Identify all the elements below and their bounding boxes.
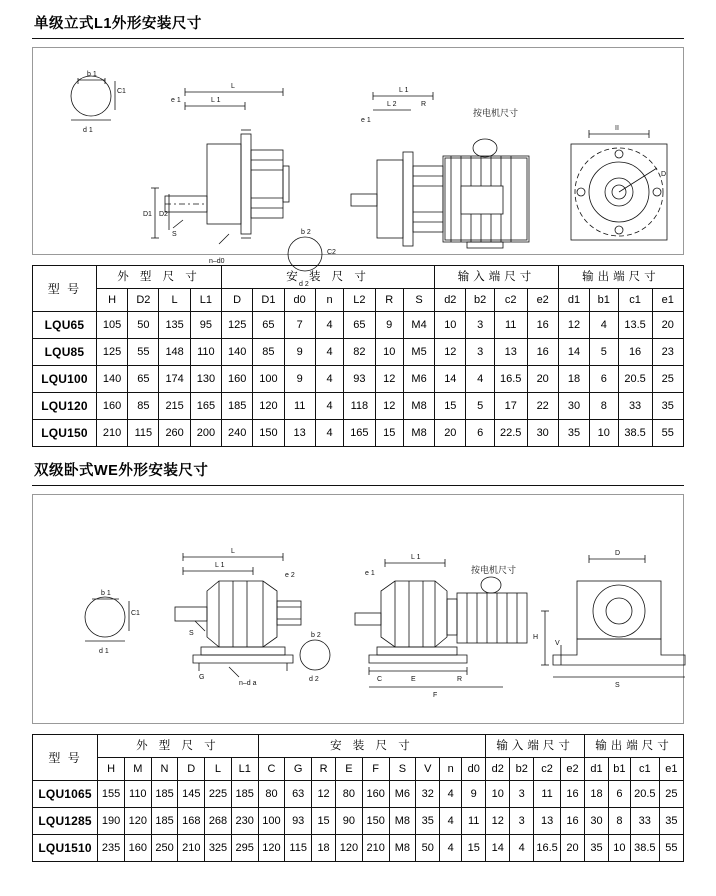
svg-text:d 2: d 2 — [309, 676, 319, 683]
svg-text:L 1: L 1 — [411, 554, 421, 561]
cell: M8 — [403, 420, 434, 447]
th-group-output: 输出端尺寸 — [558, 266, 683, 289]
title-rule-2 — [32, 485, 684, 486]
cell: 150 — [362, 808, 389, 835]
th-col-n: n — [440, 758, 462, 781]
cell: 3 — [510, 781, 534, 808]
svg-text:e 2: e 2 — [285, 572, 295, 579]
cell: 35 — [416, 808, 440, 835]
cell: 10 — [486, 781, 510, 808]
cell: 100 — [258, 808, 285, 835]
svg-text:F: F — [433, 692, 438, 699]
cell-model: LQU65 — [33, 312, 97, 339]
svg-text:e 1: e 1 — [361, 117, 371, 124]
th-group-input: 输入端尺寸 — [435, 266, 559, 289]
cell: 4 — [315, 339, 343, 366]
cell: 10 — [608, 835, 630, 862]
svg-text:L 1: L 1 — [215, 562, 225, 569]
cell: 12 — [375, 366, 403, 393]
svg-text:E: E — [411, 676, 416, 683]
th-group-install: 安 装 尺 寸 — [258, 735, 486, 758]
cell: 125 — [96, 339, 127, 366]
th-col-b1: b1 — [590, 289, 618, 312]
cell: 185 — [151, 808, 178, 835]
cell: 16 — [527, 339, 558, 366]
svg-text:R: R — [457, 676, 463, 683]
th-col-L1: L1 — [190, 289, 221, 312]
table-header-group-row — [33, 735, 684, 758]
cell: 16 — [560, 808, 584, 835]
cell: 17 — [494, 393, 527, 420]
cell: 15 — [462, 835, 486, 862]
th-col-e1: e1 — [659, 758, 683, 781]
th-col-e2: e2 — [560, 758, 584, 781]
th-col-C: C — [258, 758, 285, 781]
cell: 12 — [435, 339, 466, 366]
cell: 14 — [486, 835, 510, 862]
cell: 35 — [659, 808, 683, 835]
cell: 6 — [608, 781, 630, 808]
svg-text:b 1: b 1 — [101, 590, 111, 597]
th-col-E: E — [336, 758, 363, 781]
svg-text:d 1: d 1 — [99, 648, 109, 655]
cell: 10 — [590, 420, 618, 447]
cell: 30 — [558, 393, 589, 420]
th-col-d0: d0 — [284, 289, 315, 312]
cell: 80 — [336, 781, 363, 808]
cell: 268 — [205, 808, 232, 835]
cell: 4 — [510, 835, 534, 862]
figure-2-drawing — [33, 495, 683, 723]
figure-horizontal-WE — [32, 494, 684, 724]
th-col-S: S — [389, 758, 416, 781]
cell: 25 — [659, 781, 683, 808]
cell: 140 — [222, 339, 253, 366]
cell: 16.5 — [534, 835, 561, 862]
table-row — [33, 312, 684, 339]
svg-text:C1: C1 — [131, 610, 140, 617]
th-group-input: 输入端尺寸 — [486, 735, 585, 758]
th-col-N: N — [151, 758, 178, 781]
cell: 185 — [222, 393, 253, 420]
cell: 8 — [608, 808, 630, 835]
cell: 63 — [285, 781, 312, 808]
cell: 82 — [344, 339, 375, 366]
cell: 12 — [312, 781, 336, 808]
cell: 115 — [285, 835, 312, 862]
svg-text:L: L — [231, 83, 235, 90]
cell: 11 — [284, 393, 315, 420]
th-group-outer: 外 型 尺 寸 — [96, 266, 221, 289]
cell: 4 — [440, 781, 462, 808]
cell: 6 — [466, 420, 494, 447]
cell: 12 — [375, 393, 403, 420]
th-col-G: G — [285, 758, 312, 781]
th-col-V: V — [416, 758, 440, 781]
th-col-b1: b1 — [608, 758, 630, 781]
svg-text:H: H — [533, 634, 539, 641]
cell: 90 — [336, 808, 363, 835]
cell: 7 — [284, 312, 315, 339]
svg-text:V: V — [555, 640, 560, 647]
cell: 120 — [258, 835, 285, 862]
th-col-M: M — [124, 758, 151, 781]
svg-text:R: R — [421, 101, 427, 108]
th-model: 型 号 — [33, 266, 97, 312]
th-col-b2: b2 — [510, 758, 534, 781]
cell: 35 — [652, 393, 683, 420]
table-row — [33, 835, 684, 862]
svg-text:C1: C1 — [117, 88, 126, 95]
svg-text:e 1: e 1 — [365, 570, 375, 577]
cell: 11 — [534, 781, 561, 808]
svg-text:n–d a: n–d a — [239, 680, 257, 687]
svg-text:D2: D2 — [159, 211, 168, 218]
cell: 50 — [128, 312, 159, 339]
cell: 20 — [527, 366, 558, 393]
th-col-d2: d2 — [435, 289, 466, 312]
cell: M8 — [389, 835, 416, 862]
cell: 3 — [466, 312, 494, 339]
cell: 165 — [190, 393, 221, 420]
svg-text:按电机尺寸: 按电机尺寸 — [473, 108, 519, 118]
cell: 190 — [98, 808, 125, 835]
cell: 15 — [435, 393, 466, 420]
cell: 5 — [466, 393, 494, 420]
cell: 11 — [494, 312, 527, 339]
cell: 120 — [336, 835, 363, 862]
cell: 38.5 — [630, 835, 659, 862]
th-col-D2: D2 — [128, 289, 159, 312]
cell: 295 — [231, 835, 258, 862]
cell: 4 — [466, 366, 494, 393]
svg-text:L 1: L 1 — [399, 87, 409, 94]
th-col-c2: c2 — [494, 289, 527, 312]
cell: 9 — [462, 781, 486, 808]
cell: 93 — [285, 808, 312, 835]
cell: 12 — [486, 808, 510, 835]
cell: 55 — [659, 835, 683, 862]
cell: 10 — [435, 312, 466, 339]
table-row — [33, 808, 684, 835]
cell: 230 — [231, 808, 258, 835]
cell: 18 — [312, 835, 336, 862]
cell: 185 — [151, 781, 178, 808]
cell: 235 — [98, 835, 125, 862]
cell-model: LQU1065 — [33, 781, 98, 808]
cell: 225 — [205, 781, 232, 808]
th-col-R: R — [375, 289, 403, 312]
cell: 160 — [96, 393, 127, 420]
th-col-c1: c1 — [630, 758, 659, 781]
dimension-table-1 — [32, 265, 684, 447]
th-col-d0: d0 — [462, 758, 486, 781]
th-col-L: L — [159, 289, 190, 312]
th-col-c1: c1 — [618, 289, 652, 312]
cell: 9 — [375, 312, 403, 339]
dimension-table-2 — [32, 734, 684, 862]
cell-model: LQU100 — [33, 366, 97, 393]
cell-model: LQU120 — [33, 393, 97, 420]
th-col-S: S — [403, 289, 434, 312]
cell-model: LQU85 — [33, 339, 97, 366]
cell: 250 — [151, 835, 178, 862]
cell: 100 — [253, 366, 284, 393]
svg-text:D1: D1 — [143, 211, 152, 218]
cell: 145 — [178, 781, 205, 808]
cell: 20.5 — [630, 781, 659, 808]
cell: 30 — [527, 420, 558, 447]
cell: 22 — [527, 393, 558, 420]
th-col-e1: e1 — [652, 289, 683, 312]
table-row — [33, 781, 684, 808]
cell: 13 — [284, 420, 315, 447]
cell: M8 — [403, 393, 434, 420]
cell: 210 — [96, 420, 127, 447]
cell: 168 — [178, 808, 205, 835]
cell: 33 — [618, 393, 652, 420]
cell: 160 — [222, 366, 253, 393]
svg-text:D: D — [661, 171, 667, 178]
cell: 38.5 — [618, 420, 652, 447]
cell: 105 — [96, 312, 127, 339]
th-col-H: H — [96, 289, 127, 312]
th-col-L1: L1 — [231, 758, 258, 781]
cell: 9 — [284, 339, 315, 366]
table-row — [33, 420, 684, 447]
cell: 260 — [159, 420, 190, 447]
cell: 65 — [128, 366, 159, 393]
cell: 22.5 — [494, 420, 527, 447]
th-col-D: D — [178, 758, 205, 781]
svg-text:D: D — [615, 550, 621, 557]
cell: 210 — [178, 835, 205, 862]
cell: 120 — [253, 393, 284, 420]
cell: 160 — [362, 781, 389, 808]
th-col-d1: d1 — [584, 758, 608, 781]
th-col-b2: b2 — [466, 289, 494, 312]
cell: 150 — [253, 420, 284, 447]
table-header-col-row — [33, 758, 684, 781]
th-col-n: n — [315, 289, 343, 312]
cell: 110 — [124, 781, 151, 808]
cell-model: LQU150 — [33, 420, 97, 447]
table-row — [33, 366, 684, 393]
cell: 16 — [618, 339, 652, 366]
cell: 135 — [159, 312, 190, 339]
cell: 240 — [222, 420, 253, 447]
cell: 16 — [527, 312, 558, 339]
svg-text:S: S — [172, 231, 177, 238]
cell-model: LQU1510 — [33, 835, 98, 862]
cell: 65 — [344, 312, 375, 339]
cell: 200 — [190, 420, 221, 447]
cell: 13 — [494, 339, 527, 366]
cell: M6 — [403, 366, 434, 393]
svg-text:e 1: e 1 — [171, 97, 181, 104]
cell: 18 — [558, 366, 589, 393]
cell: 16 — [560, 781, 584, 808]
section-title-2: 双级卧式WE外形安装尺寸 — [34, 463, 209, 479]
cell: 4 — [315, 312, 343, 339]
cell: 32 — [416, 781, 440, 808]
cell: 16.5 — [494, 366, 527, 393]
cell: 50 — [416, 835, 440, 862]
cell: 20.5 — [618, 366, 652, 393]
th-col-d1: d1 — [558, 289, 589, 312]
th-col-D: D — [222, 289, 253, 312]
cell: 80 — [258, 781, 285, 808]
svg-text:d 1: d 1 — [83, 127, 93, 134]
cell: 4 — [440, 835, 462, 862]
cell: 23 — [652, 339, 683, 366]
cell: 140 — [96, 366, 127, 393]
cell: 55 — [128, 339, 159, 366]
svg-text:按电机尺寸: 按电机尺寸 — [471, 565, 517, 575]
cell: 4 — [315, 366, 343, 393]
cell: 65 — [253, 312, 284, 339]
cell: 118 — [344, 393, 375, 420]
cell: 3 — [466, 339, 494, 366]
cell: 215 — [159, 393, 190, 420]
cell: 14 — [558, 339, 589, 366]
svg-text:d 2: d 2 — [299, 281, 309, 288]
cell: 6 — [590, 366, 618, 393]
cell: 12 — [558, 312, 589, 339]
cell: 155 — [98, 781, 125, 808]
cell: 93 — [344, 366, 375, 393]
cell: 11 — [462, 808, 486, 835]
title-rule-1 — [32, 38, 684, 39]
cell: 35 — [558, 420, 589, 447]
cell: M8 — [389, 808, 416, 835]
cell: 20 — [652, 312, 683, 339]
cell: 85 — [128, 393, 159, 420]
cell: 95 — [190, 312, 221, 339]
table-row — [33, 393, 684, 420]
cell: 325 — [205, 835, 232, 862]
cell: 15 — [375, 420, 403, 447]
cell: 14 — [435, 366, 466, 393]
cell: 18 — [584, 781, 608, 808]
svg-text:b 2: b 2 — [301, 229, 311, 236]
cell: 33 — [630, 808, 659, 835]
section-title-1: 单级立式L1外形安装尺寸 — [34, 16, 202, 32]
cell: 4 — [590, 312, 618, 339]
svg-text:C: C — [377, 676, 383, 683]
cell: 4 — [315, 420, 343, 447]
svg-text:S: S — [615, 682, 620, 689]
th-col-R: R — [312, 758, 336, 781]
th-group-output: 输出端尺寸 — [584, 735, 683, 758]
cell: 160 — [124, 835, 151, 862]
th-group-outer: 外 型 尺 寸 — [98, 735, 258, 758]
cell: M4 — [403, 312, 434, 339]
table-header-group-row — [33, 266, 684, 289]
th-col-L2: L2 — [344, 289, 375, 312]
th-group-install: 安 装 尺 寸 — [222, 266, 435, 289]
cell: 13 — [534, 808, 561, 835]
th-col-D1: D1 — [253, 289, 284, 312]
cell: 10 — [375, 339, 403, 366]
cell: 165 — [344, 420, 375, 447]
cell: 4 — [440, 808, 462, 835]
th-col-d2: d2 — [486, 758, 510, 781]
svg-text:n–d0: n–d0 — [209, 258, 225, 265]
cell: 35 — [584, 835, 608, 862]
cell: M5 — [403, 339, 434, 366]
cell: 3 — [510, 808, 534, 835]
cell: 148 — [159, 339, 190, 366]
cell: 4 — [315, 393, 343, 420]
svg-text:b 1: b 1 — [87, 71, 97, 78]
cell: 30 — [584, 808, 608, 835]
svg-text:S: S — [189, 630, 194, 637]
svg-text:C2: C2 — [327, 249, 336, 256]
cell: 115 — [128, 420, 159, 447]
table-header-col-row — [33, 289, 684, 312]
cell-model: LQU1285 — [33, 808, 98, 835]
cell: 210 — [362, 835, 389, 862]
cell: 85 — [253, 339, 284, 366]
svg-text:L 1: L 1 — [211, 97, 221, 104]
svg-text:L: L — [231, 548, 235, 555]
cell: 15 — [312, 808, 336, 835]
svg-text:b 2: b 2 — [311, 632, 321, 639]
cell: 120 — [124, 808, 151, 835]
svg-text:II: II — [615, 125, 619, 132]
cell: 125 — [222, 312, 253, 339]
cell: 55 — [652, 420, 683, 447]
cell: 9 — [284, 366, 315, 393]
svg-text:L 2: L 2 — [387, 101, 397, 108]
cell: 130 — [190, 366, 221, 393]
cell: 8 — [590, 393, 618, 420]
table-row — [33, 339, 684, 366]
cell: 20 — [435, 420, 466, 447]
cell: M6 — [389, 781, 416, 808]
cell: 185 — [231, 781, 258, 808]
cell: 5 — [590, 339, 618, 366]
th-col-e2: e2 — [527, 289, 558, 312]
svg-text:G: G — [199, 674, 205, 681]
cell: 13.5 — [618, 312, 652, 339]
th-model: 型 号 — [33, 735, 98, 781]
th-col-L: L — [205, 758, 232, 781]
cell: 174 — [159, 366, 190, 393]
cell: 25 — [652, 366, 683, 393]
cell: 110 — [190, 339, 221, 366]
th-col-H: H — [98, 758, 125, 781]
th-col-c2: c2 — [534, 758, 561, 781]
cell: 20 — [560, 835, 584, 862]
th-col-F: F — [362, 758, 389, 781]
